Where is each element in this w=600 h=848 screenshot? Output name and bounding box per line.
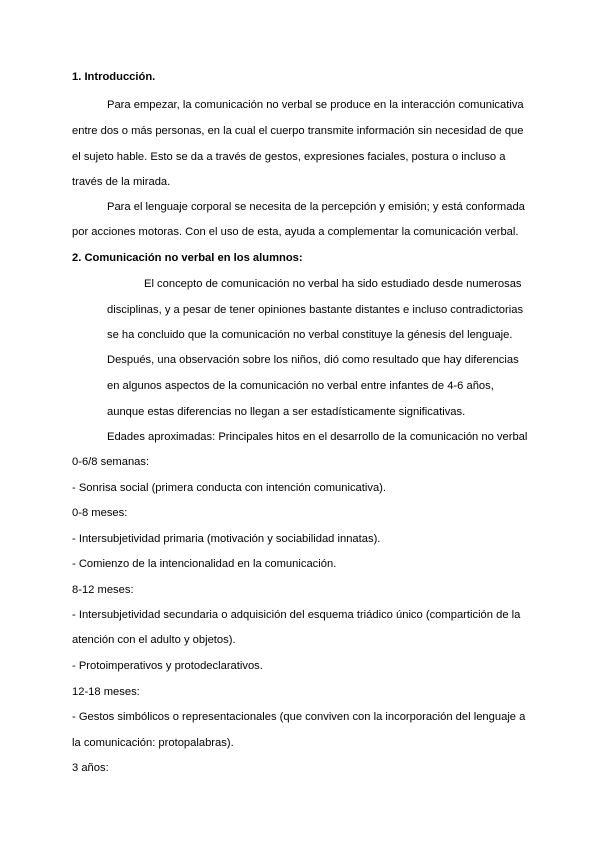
paragraph-line: El concepto de comunicación no verbal ha sido estudiado desde numerosas bbox=[144, 278, 522, 290]
section-heading-alumnos: 2. Comunicación no verbal en los alumnos: bbox=[72, 252, 303, 264]
list-item: - Intersubjetividad primaria (motivación y sociabilidad innatas). bbox=[72, 533, 381, 545]
paragraph-line: Para empezar, la comunicación no verbal se produce en la interacción comunicativa bbox=[107, 99, 524, 111]
paragraph-line: disciplinas, y a pesar de tener opiniones bastante distantes e incluso contradictorias bbox=[107, 304, 524, 316]
age-label: 8-12 meses: bbox=[72, 584, 134, 596]
section-heading-intro: 1. Introducción. bbox=[72, 71, 156, 83]
age-label: 0-6/8 semanas: bbox=[72, 456, 150, 468]
paragraph-line: por acciones motoras. Con el uso de esta, ayuda a complementar la comunicación verbal. bbox=[72, 226, 519, 238]
list-item: - Intersubjetividad secundaria o adquisición del esquema triádico único (compartición de la bbox=[72, 609, 521, 621]
paragraph-line: aunque estas diferencias no llegan a ser estadísticamente significativas. bbox=[107, 406, 466, 418]
list-item-continuation: atención con el adulto y objetos). bbox=[72, 634, 236, 646]
list-item: - Protoimperativos y protodeclarativos. bbox=[72, 660, 263, 672]
list-item: - Gestos simbólicos o representacionales (que conviven con la incorporación del lenguaje a bbox=[72, 711, 526, 723]
paragraph-line: el sujeto hable. Esto se da a través de gestos, expresiones faciales, postura o incluso a bbox=[72, 151, 506, 163]
paragraph-line: en algunos aspectos de la comunicación no verbal entre infantes de 4-6 años, bbox=[107, 380, 494, 392]
milestones-subtitle: Edades aproximadas: Principales hitos en el desarrollo de la comunicación no verbal bbox=[107, 431, 528, 443]
list-item-continuation: la comunicación: protopalabras). bbox=[72, 737, 234, 749]
paragraph-line: Para el lenguaje corporal se necesita de la percepción y emisión; y está conformada bbox=[107, 201, 525, 213]
paragraph-line: través de la mirada. bbox=[72, 176, 171, 188]
age-label: 12-18 meses: bbox=[72, 686, 140, 698]
list-item: - Comienzo de la intencionalidad en la comunicación. bbox=[72, 558, 337, 570]
age-label: 3 años: bbox=[72, 762, 109, 774]
age-label: 0-8 meses: bbox=[72, 507, 128, 519]
paragraph-line: se ha concluido que la comunicación no verbal constituye la génesis del lenguaje. bbox=[107, 329, 513, 341]
paragraph-line: entre dos o más personas, en la cual el cuerpo transmite información sin necesidad de que bbox=[72, 125, 524, 137]
list-item: - Sonrisa social (primera conducta con intención comunicativa). bbox=[72, 482, 387, 494]
paragraph-line: Después, una observación sobre los niños, dió como resultado que hay diferencias bbox=[107, 354, 519, 366]
